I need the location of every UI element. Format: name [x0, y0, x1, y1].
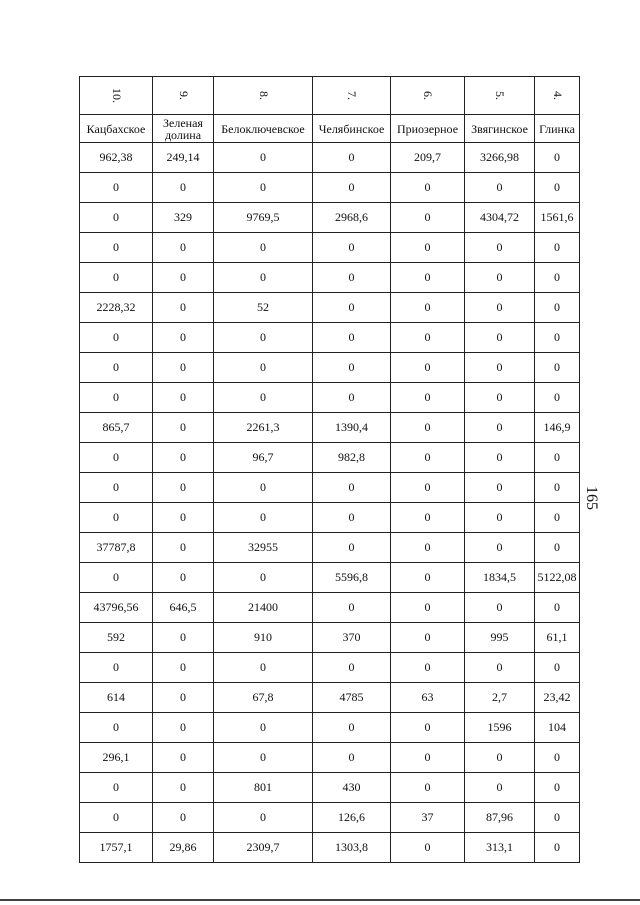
table-cell: 0 [214, 383, 313, 413]
bottom-scan-edge [0, 899, 640, 901]
table-cell: 0 [80, 473, 153, 503]
table-cell: 0 [153, 383, 214, 413]
table-cell: 146,9 [535, 413, 580, 443]
table-cell: 0 [214, 323, 313, 353]
table-cell: 0 [153, 413, 214, 443]
table-cell: 2968,6 [313, 203, 391, 233]
data-table [79, 76, 580, 863]
column-number-row [80, 77, 580, 115]
table-cell: 1834,5 [465, 563, 535, 593]
table-cell: 865,7 [80, 413, 153, 443]
table-cell: 0 [391, 773, 465, 803]
table-row [80, 203, 580, 233]
table-cell: 0 [465, 353, 535, 383]
table-row [80, 293, 580, 323]
table-cell: 209,7 [391, 143, 465, 173]
table-cell: 0 [465, 263, 535, 293]
table-cell: 0 [80, 803, 153, 833]
table-cell: 0 [214, 743, 313, 773]
table-cell: 0 [214, 473, 313, 503]
table-row [80, 323, 580, 353]
table-cell: 249,14 [153, 143, 214, 173]
table-cell: 0 [80, 773, 153, 803]
table-cell: 0 [391, 473, 465, 503]
table-cell: 0 [153, 293, 214, 323]
table-cell: 0 [313, 743, 391, 773]
column-header-row [80, 115, 580, 143]
table-cell: 296,1 [80, 743, 153, 773]
page-number-text: 165 [583, 486, 600, 510]
table-cell: 0 [214, 263, 313, 293]
column-header: Кацбахское [80, 115, 153, 143]
table-cell: 21400 [214, 593, 313, 623]
table-cell: 0 [153, 683, 214, 713]
table-row [80, 263, 580, 293]
column-number: 5. [493, 91, 507, 100]
table-cell: 0 [214, 563, 313, 593]
table-cell: 646,5 [153, 593, 214, 623]
table-cell: 0 [465, 773, 535, 803]
table-cell: 0 [313, 593, 391, 623]
table-cell: 370 [313, 623, 391, 653]
table-row [80, 743, 580, 773]
table-cell: 910 [214, 623, 313, 653]
column-number-cell [80, 77, 153, 115]
table-cell: 4785 [313, 683, 391, 713]
table-row [80, 503, 580, 533]
table-cell: 2309,7 [214, 833, 313, 863]
table-cell: 0 [80, 503, 153, 533]
table-cell: 0 [153, 563, 214, 593]
table-cell: 0 [465, 413, 535, 443]
table-row [80, 413, 580, 443]
table-row [80, 713, 580, 743]
table-cell: 0 [153, 533, 214, 563]
table-cell: 0 [214, 503, 313, 533]
table-cell: 0 [153, 713, 214, 743]
table-cell: 0 [80, 383, 153, 413]
table-cell: 0 [391, 563, 465, 593]
table-cell: 1390,4 [313, 413, 391, 443]
column-number: 10. [109, 88, 124, 103]
column-number: 7. [345, 91, 359, 100]
table-row [80, 173, 580, 203]
table-cell: 37787,8 [80, 533, 153, 563]
table-cell: 5596,8 [313, 563, 391, 593]
table-cell: 0 [313, 353, 391, 383]
table-cell: 0 [214, 233, 313, 263]
table-cell: 0 [80, 353, 153, 383]
table-cell: 0 [80, 713, 153, 743]
table-cell: 0 [313, 713, 391, 743]
table-cell: 0 [465, 233, 535, 263]
table-cell: 0 [153, 503, 214, 533]
table-cell: 0 [535, 653, 580, 683]
table-cell: 0 [391, 293, 465, 323]
table-cell: 0 [80, 653, 153, 683]
table-cell: 0 [535, 803, 580, 833]
column-number-cell [313, 77, 391, 115]
table-cell: 0 [80, 323, 153, 353]
table-cell: 0 [535, 353, 580, 383]
table-cell: 0 [391, 653, 465, 683]
table-row [80, 233, 580, 263]
table-cell: 0 [214, 653, 313, 683]
table-cell: 2261,3 [214, 413, 313, 443]
table-row [80, 773, 580, 803]
table-cell: 0 [391, 533, 465, 563]
table-row [80, 533, 580, 563]
table-cell: 0 [391, 413, 465, 443]
table-row [80, 473, 580, 503]
column-number-cell [391, 77, 465, 115]
table-cell: 0 [313, 143, 391, 173]
table-cell: 0 [535, 173, 580, 203]
table-cell: 0 [535, 323, 580, 353]
table-cell: 0 [153, 653, 214, 683]
table-cell: 87,96 [465, 803, 535, 833]
table-cell: 0 [80, 263, 153, 293]
table-cell: 0 [391, 173, 465, 203]
table-cell: 1303,8 [313, 833, 391, 863]
column-number: 9. [176, 91, 191, 100]
table-cell: 0 [313, 173, 391, 203]
table-cell: 0 [153, 473, 214, 503]
table-cell: 0 [465, 293, 535, 323]
table-cell: 0 [391, 383, 465, 413]
table-row [80, 443, 580, 473]
table-cell: 592 [80, 623, 153, 653]
table-cell: 3266,98 [465, 143, 535, 173]
table-cell: 63 [391, 683, 465, 713]
table-cell: 0 [153, 743, 214, 773]
table-cell: 0 [391, 833, 465, 863]
table-cell: 0 [391, 443, 465, 473]
table-cell: 0 [80, 443, 153, 473]
table-cell: 29,86 [153, 833, 214, 863]
table-cell: 0 [465, 503, 535, 533]
table-cell: 0 [153, 173, 214, 203]
table-cell: 67,8 [214, 683, 313, 713]
table-cell: 0 [465, 383, 535, 413]
column-number-cell [153, 77, 214, 115]
table-cell: 0 [465, 443, 535, 473]
table-cell: 0 [153, 353, 214, 383]
column-number: 6. [421, 91, 435, 100]
table-cell: 329 [153, 203, 214, 233]
table-cell: 0 [535, 503, 580, 533]
table-cell: 23,42 [535, 683, 580, 713]
table-cell: 126,6 [313, 803, 391, 833]
table-cell: 0 [535, 593, 580, 623]
table-cell: 0 [153, 233, 214, 263]
table-row [80, 803, 580, 833]
table-cell: 43796,56 [80, 593, 153, 623]
data-table-container [79, 76, 579, 863]
table-cell: 0 [535, 383, 580, 413]
table-cell: 0 [535, 143, 580, 173]
table-cell: 1561,6 [535, 203, 580, 233]
table-cell: 0 [465, 533, 535, 563]
table-cell: 5122,08 [535, 563, 580, 593]
table-cell: 0 [535, 443, 580, 473]
table-row [80, 143, 580, 173]
table-cell: 0 [465, 593, 535, 623]
table-cell: 52 [214, 293, 313, 323]
table-cell: 0 [214, 353, 313, 383]
table-cell: 0 [80, 233, 153, 263]
table-cell: 0 [313, 293, 391, 323]
table-cell: 801 [214, 773, 313, 803]
table-cell: 0 [214, 803, 313, 833]
table-cell: 0 [313, 233, 391, 263]
table-cell: 614 [80, 683, 153, 713]
column-header: Челябинское [313, 115, 391, 143]
table-cell: 0 [391, 713, 465, 743]
table-cell: 962,38 [80, 143, 153, 173]
table-cell: 0 [391, 503, 465, 533]
column-header: Глинка [535, 115, 580, 143]
table-cell: 0 [153, 443, 214, 473]
table-cell: 4304,72 [465, 203, 535, 233]
column-header: Белоключевское [214, 115, 313, 143]
table-cell: 0 [214, 713, 313, 743]
table-cell: 0 [153, 323, 214, 353]
table-cell: 0 [313, 533, 391, 563]
column-number: 8. [256, 91, 271, 100]
page-number [580, 482, 602, 514]
table-cell: 995 [465, 623, 535, 653]
table-cell: 0 [214, 143, 313, 173]
table-cell: 430 [313, 773, 391, 803]
table-cell: 0 [214, 173, 313, 203]
table-cell: 2228,32 [80, 293, 153, 323]
table-row [80, 683, 580, 713]
table-cell: 0 [313, 653, 391, 683]
table-cell: 61,1 [535, 623, 580, 653]
table-cell: 0 [80, 173, 153, 203]
table-row [80, 563, 580, 593]
table-cell: 0 [391, 353, 465, 383]
table-cell: 0 [153, 623, 214, 653]
table-cell: 0 [391, 203, 465, 233]
column-number-cell [535, 77, 580, 115]
table-cell: 0 [313, 473, 391, 503]
table-cell: 0 [465, 473, 535, 503]
table-row [80, 653, 580, 683]
table-cell: 0 [391, 623, 465, 653]
table-row [80, 833, 580, 863]
table-row [80, 623, 580, 653]
table-cell: 0 [391, 593, 465, 623]
table-cell: 32955 [214, 533, 313, 563]
table-row [80, 383, 580, 413]
table-cell: 0 [313, 323, 391, 353]
table-cell: 0 [391, 233, 465, 263]
column-header: Звягинское [465, 115, 535, 143]
column-number-cell [214, 77, 313, 115]
table-cell: 104 [535, 713, 580, 743]
table-cell: 0 [153, 803, 214, 833]
table-cell: 0 [313, 383, 391, 413]
table-cell: 0 [535, 293, 580, 323]
table-cell: 0 [153, 773, 214, 803]
table-cell: 0 [80, 203, 153, 233]
column-header: Приозерное [391, 115, 465, 143]
table-cell: 0 [535, 263, 580, 293]
table-cell: 0 [391, 263, 465, 293]
table-cell: 0 [153, 263, 214, 293]
table-cell: 2,7 [465, 683, 535, 713]
table-cell: 96,7 [214, 443, 313, 473]
column-number: 4. [550, 91, 565, 100]
table-row [80, 353, 580, 383]
table-cell: 0 [535, 473, 580, 503]
table-cell: 0 [535, 233, 580, 263]
table-cell: 0 [465, 743, 535, 773]
table-cell: 0 [535, 773, 580, 803]
table-cell: 0 [535, 533, 580, 563]
column-number-cell [465, 77, 535, 115]
table-cell: 37 [391, 803, 465, 833]
table-cell: 0 [391, 323, 465, 353]
table-cell: 0 [465, 653, 535, 683]
table-cell: 0 [80, 563, 153, 593]
table-cell: 1757,1 [80, 833, 153, 863]
table-cell: 1596 [465, 713, 535, 743]
table-cell: 313,1 [465, 833, 535, 863]
table-cell: 0 [535, 833, 580, 863]
table-cell: 0 [535, 743, 580, 773]
table-cell: 0 [465, 173, 535, 203]
table-cell: 9769,5 [214, 203, 313, 233]
table-cell: 0 [391, 743, 465, 773]
table-cell: 0 [465, 323, 535, 353]
table-cell: 0 [313, 503, 391, 533]
table-row [80, 593, 580, 623]
table-cell: 0 [313, 263, 391, 293]
table-cell: 982,8 [313, 443, 391, 473]
column-header: Зеленая долина [153, 115, 214, 143]
